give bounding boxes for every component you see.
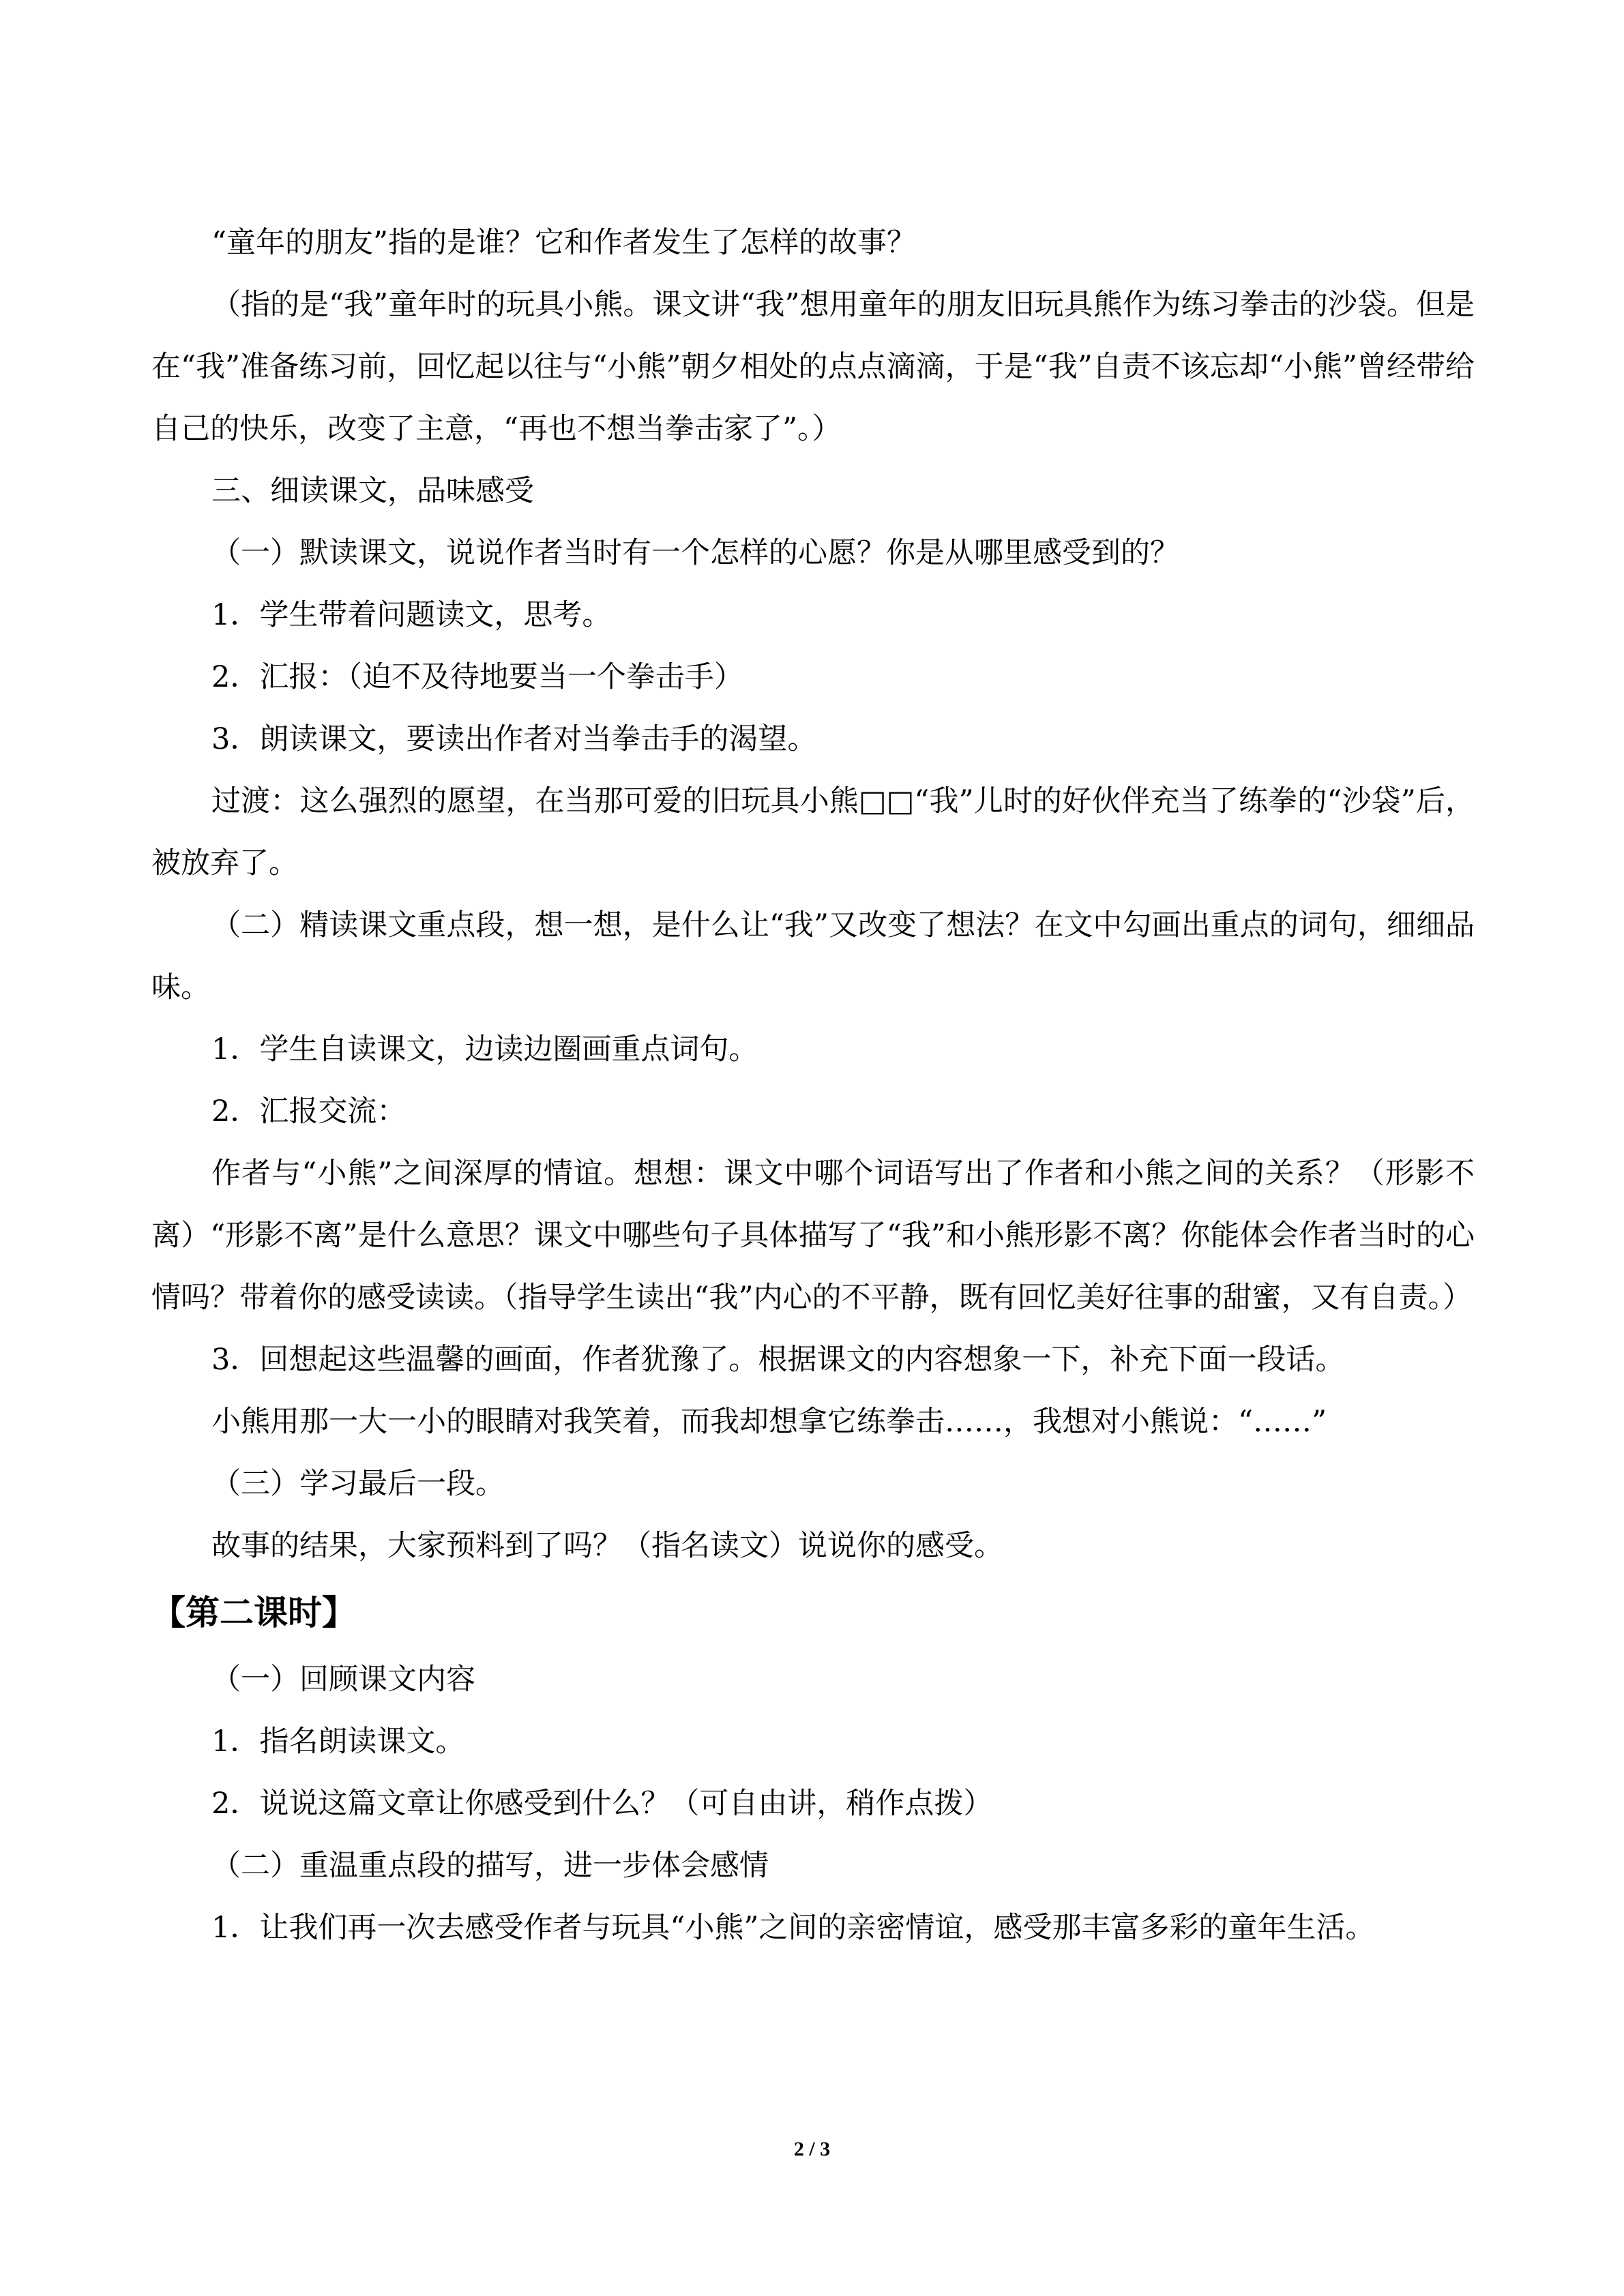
- subsection-heading: （二）精读课文重点段，想一想，是什么让“我”又改变了想法？在文中勾画出重点的词句，细细品味。: [151, 908, 1475, 1004]
- list-item: 1．让我们再一次去感受作者与玩具“小熊”之间的亲密情谊，感受那丰富多彩的童年生活。: [211, 1911, 1375, 1945]
- list-item: 1．学生自读课文，边读边圈画重点词句。: [211, 1032, 758, 1067]
- list-item: 2．汇报：（迫不及待地要当一个拳击手）: [211, 660, 743, 694]
- paragraph: （指的是“我”童年时的玩具小熊。课文讲“我”想用童年的朋友旧玩具熊作为练习拳击的沙袋。但是在“我”准备练习前，回忆起以往与“小熊”朝夕相处的点点滴滴，于是“我”自责不该忘却“小熊”曾经带给自己的快乐，改变了主意，“再也不想当拳击家了”。）: [151, 288, 1475, 446]
- list-item: 3．回想起这些温馨的画面，作者犹豫了。根据课文的内容想象一下，补充下面一段话。: [211, 1343, 1345, 1377]
- list-item: 2．汇报交流：: [211, 1094, 407, 1129]
- subsection-heading: （三）学习最后一段。: [211, 1467, 505, 1501]
- paragraph: 小熊用那一大一小的眼睛对我笑着，而我却想拿它练拳击……，我想对小熊说：“……”: [211, 1405, 1327, 1439]
- subsection-heading: （一）回顾课文内容: [211, 1663, 475, 1697]
- paragraph: 过渡：这么强烈的愿望，在当那可爱的旧玩具小熊□□“我”儿时的好伙伴充当了练拳的“沙袋”后，被放弃了。: [151, 784, 1475, 880]
- section-heading: 三、细读课文，品味感受: [211, 474, 534, 508]
- list-item: 1．学生带着问题读文，思考。: [211, 598, 612, 632]
- lesson-heading: 【第二课时】: [151, 1593, 356, 1632]
- subsection-heading: （一）默读课文，说说作者当时有一个怎样的心愿？你是从哪里感受到的？: [211, 536, 1179, 570]
- list-item: 3．朗读课文，要读出作者对当拳击手的渴望。: [211, 722, 817, 756]
- document-body: [151, 212, 1475, 1959]
- paragraph: “童年的朋友”指的是谁？它和作者发生了怎样的故事？: [211, 226, 916, 260]
- paragraph: 作者与“小熊”之间深厚的情谊。想想：课文中哪个词语写出了作者和小熊之间的关系？（形影不离）“形影不离”是什么意思？课文中哪些句子具体描写了“我”和小熊形影不离？你能体会作者当时的心情吗？带着你的感受读读。（指导学生读出“我”内心的不平静，既有回忆美好往事的甜蜜，又有自责。）: [151, 1157, 1475, 1315]
- paragraph: 故事的结果，大家预料到了吗？（指名读文）说说你的感受。: [211, 1529, 1003, 1563]
- page-number: 2 / 3: [793, 2138, 831, 2160]
- list-item: 1．指名朗读课文。: [211, 1725, 465, 1759]
- list-item: 2．说说这篇文章让你感受到什么？（可自由讲，稍作点拨）: [211, 1787, 993, 1821]
- subsection-heading: （二）重温重点段的描写，进一步体会感情: [211, 1849, 769, 1883]
